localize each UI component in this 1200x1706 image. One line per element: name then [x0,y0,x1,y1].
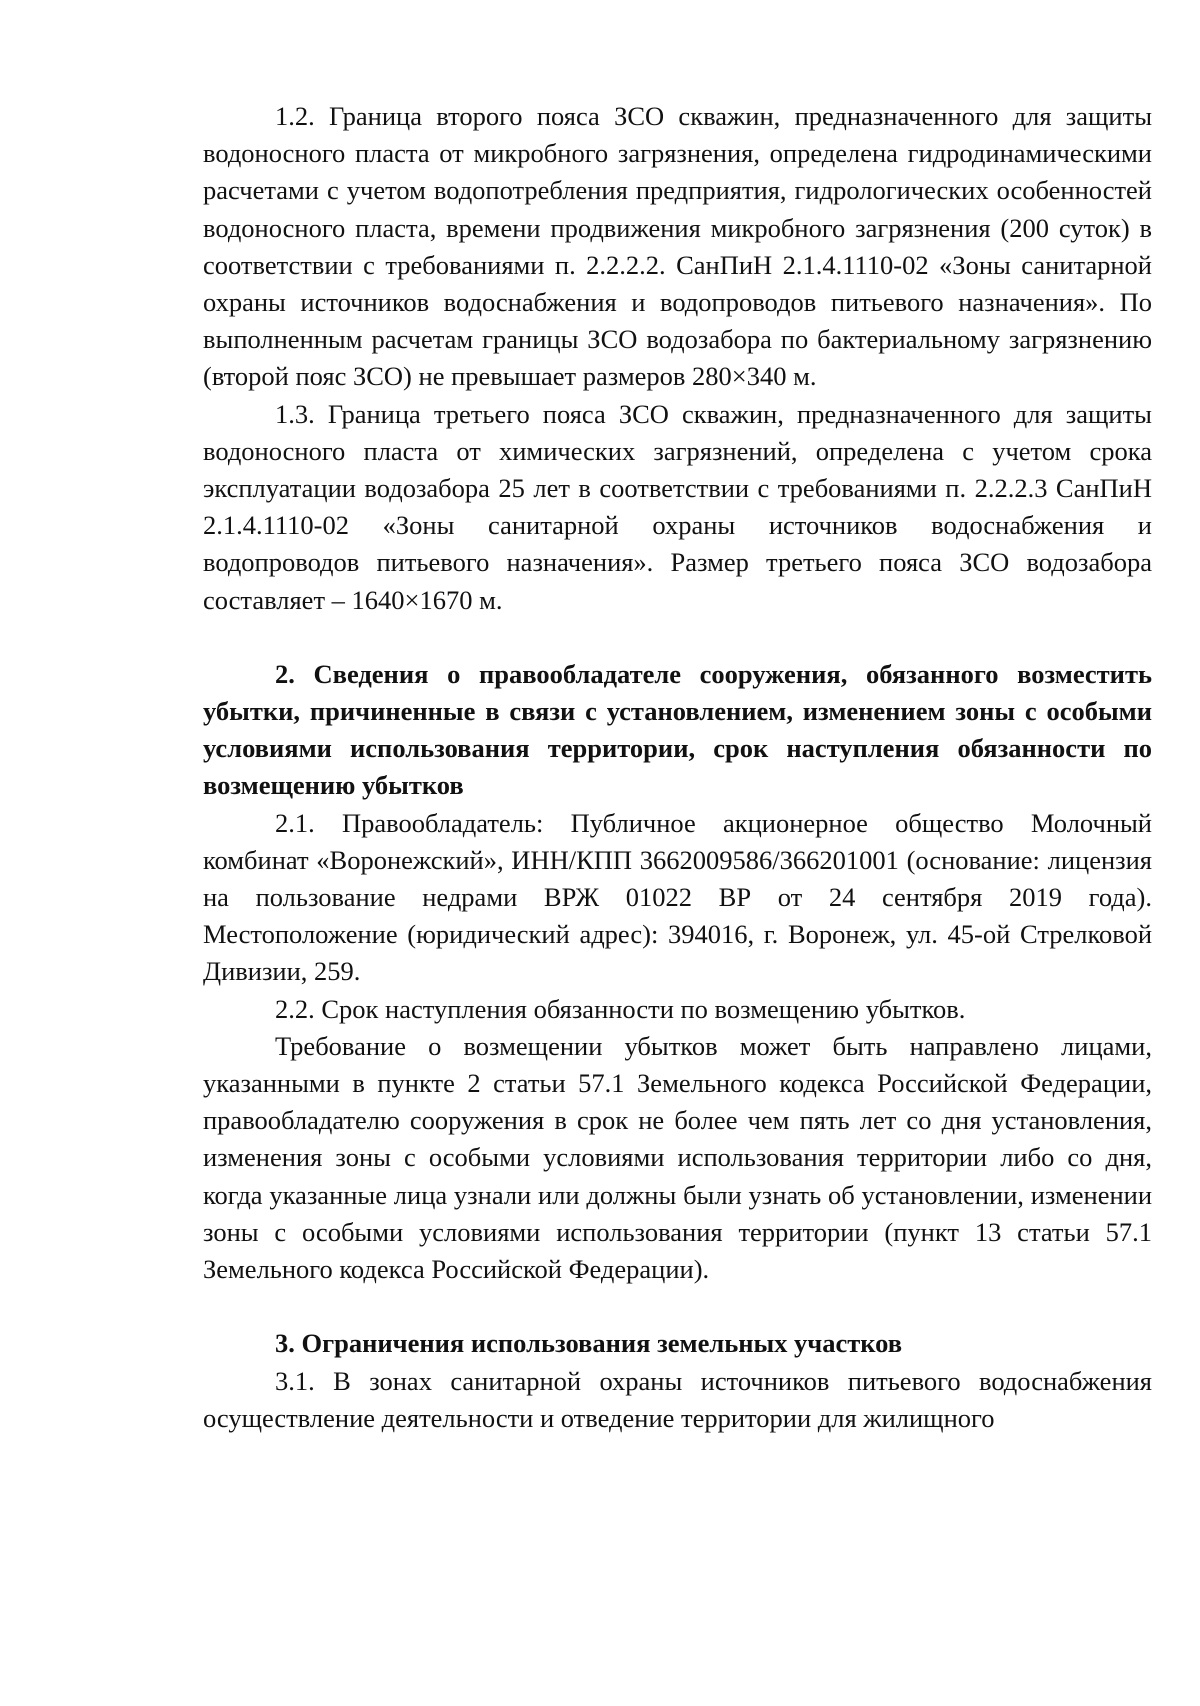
paragraph-2-1: 2.1. Правообладатель: Публичное акционерное общество Молочный комбинат «Воронежский», ИНН/КПП 3662009586/366201001 (основание: лицензия на пользование недрами ВРЖ 01022 ВР от 24 сентября 2019 года). Местоположение (юридический адрес): 394016, г. Воронеж, ул. 45-ой Стрелковой Дивизии, 259. [203,807,1152,987]
paragraph-2-2-text: Требование о возмещении убытков может быть направлено лицами, указанными в пункте 2 статьи 57.1 Земельного кодекса Российской Федерации, правообладателю сооружения в срок не более чем пять лет со дня установления, изменения зоны с особыми условиями использования территории либо со дня, когда указанные лица узнали или должны были узнать об установлении, изменении зоны с особыми условиями использования территории (пункт 13 статьи 57.1 Земельного кодекса Российской Федерации). [203,1030,1152,1285]
section-3-heading: 3. Ограничения использования земельных участков [275,1328,903,1359]
paragraph-1-2: 1.2. Граница второго пояса ЗСО скважин, предназначенного для защиты водоносного пласта от микробного загрязнения, определена гидродинамическими расчетами с учетом водопотребления предприятия, гидрологических особенностей водоносного пласта, времени продвижения микробного загрязнения (200 суток) в соответствии с требованиями п. 2.2.2.2. СанПиН 2.1.4.1110-02 «Зоны санитарной охраны источников водоснабжения и водопроводов питьевого назначения». По выполненным расчетам границы ЗСО водозабора по бактериальному загрязнению (второй пояс ЗСО) не превышает размеров 280×340 м. [203,101,1152,392]
paragraph-2-2: 2.2. Срок наступления обязанности по возмещению убытков. [275,993,966,1024]
document-page [203,98,1152,1437]
paragraph-3-1: 3.1. В зонах санитарной охраны источников питьевого водоснабжения осуществление деятельности и отведение территории для жилищного [203,1365,1152,1433]
paragraph-1-3: 1.3. Граница третьего пояса ЗСО скважин, предназначенного для защиты водоносного пласта от химических загрязнений, определена с учетом срока эксплуатации водозабора 25 лет в соответствии с требованиями п. 2.2.2.3 СанПиН 2.1.4.1110-02 «Зоны санитарной охраны источников водоснабжения и водопроводов питьевого назначения». Размер третьего пояса ЗСО водозабора составляет – 1640×1670 м. [203,398,1152,615]
section-2-heading: 2. Сведения о правообладателе сооружения, обязанного возместить убытки, причиненные в связи с установлением, изменением зоны с особыми условиями использования территории, срок наступления обязанности по возмещению убытков [203,658,1152,801]
